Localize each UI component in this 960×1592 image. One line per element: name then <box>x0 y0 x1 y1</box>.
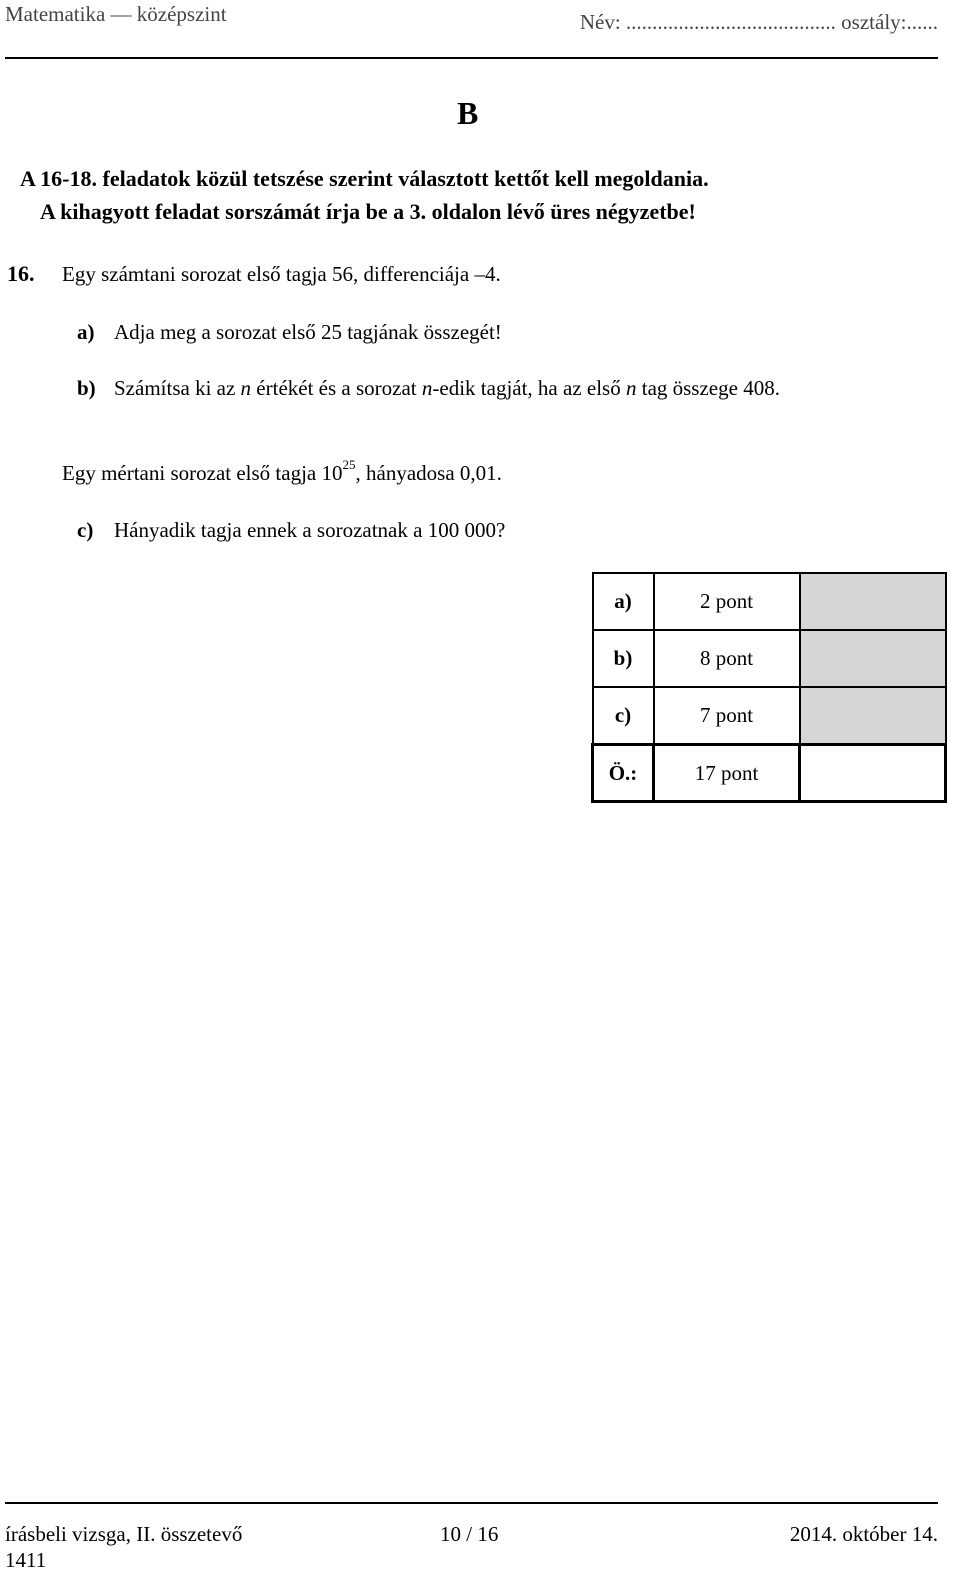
score-row-label: c) <box>593 687 654 745</box>
variable-n: n <box>421 376 433 400</box>
section-letter: B <box>457 95 479 131</box>
variable-n: n <box>625 376 637 400</box>
part-b-text-1: Számítsa ki az <box>114 376 241 400</box>
score-table <box>591 572 947 803</box>
part-a-text: Adja meg a sorozat első 25 tagjának összegét! <box>114 320 502 344</box>
instructions-line-1: A 16-18. feladatok közül tetszése szerint választott kettőt kell megoldania. <box>20 166 709 191</box>
score-row-points: 8 pont <box>654 630 800 687</box>
score-row-box <box>800 687 946 745</box>
geo-text-2: , hányadosa 0,01. <box>355 461 502 485</box>
score-total-label: Ö.: <box>593 745 654 802</box>
part-b-label: b) <box>77 376 96 400</box>
part-c-label: c) <box>77 518 94 542</box>
score-row-label: a) <box>593 573 654 630</box>
footer-page-number: 10 / 16 <box>440 1522 499 1546</box>
header-name-field: Név: ........................................ osztály:...... <box>579 10 938 34</box>
score-total-points: 17 pont <box>654 745 800 802</box>
problem-number: 16. <box>7 261 35 286</box>
footer-code: 1411 <box>5 1548 47 1572</box>
score-row-label: b) <box>593 630 654 687</box>
footer-left: írásbeli vizsga, II. összetevő <box>5 1522 243 1546</box>
score-row-box <box>800 630 946 687</box>
geometric-sequence-text <box>62 457 502 486</box>
footer-date: 2014. október 14. <box>789 1522 938 1546</box>
score-row <box>593 687 946 745</box>
part-b-text-3: -edik tagját, ha az első <box>432 376 626 400</box>
part-b-text-2: értékét és a sorozat <box>251 376 422 400</box>
geo-text-1: Egy mértani sorozat első tagja 10 <box>62 461 343 485</box>
part-b-text-4: tag összege 408. <box>636 376 780 400</box>
problem-intro: Egy számtani sorozat első tagja 56, differenciája –4. <box>62 262 501 286</box>
footer-rule <box>5 1502 938 1504</box>
header-rule <box>5 57 938 59</box>
part-b-text <box>114 376 780 401</box>
part-c-text: Hányadik tagja ennek a sorozatnak a 100 000? <box>114 518 506 542</box>
score-row <box>593 630 946 687</box>
score-total-box <box>800 745 946 802</box>
geo-exponent: 25 <box>342 457 356 472</box>
variable-n: n <box>240 376 252 400</box>
score-row <box>593 573 946 630</box>
score-total-row <box>593 745 946 802</box>
header-subject: Matematika — középszint <box>5 2 227 26</box>
score-row-box <box>800 573 946 630</box>
part-a-label: a) <box>77 320 95 344</box>
score-row-points: 2 pont <box>654 573 800 630</box>
instructions-line-2: A kihagyott feladat sorszámát írja be a 3. oldalon lévő üres négyzetbe! <box>40 199 696 224</box>
score-row-points: 7 pont <box>654 687 800 745</box>
